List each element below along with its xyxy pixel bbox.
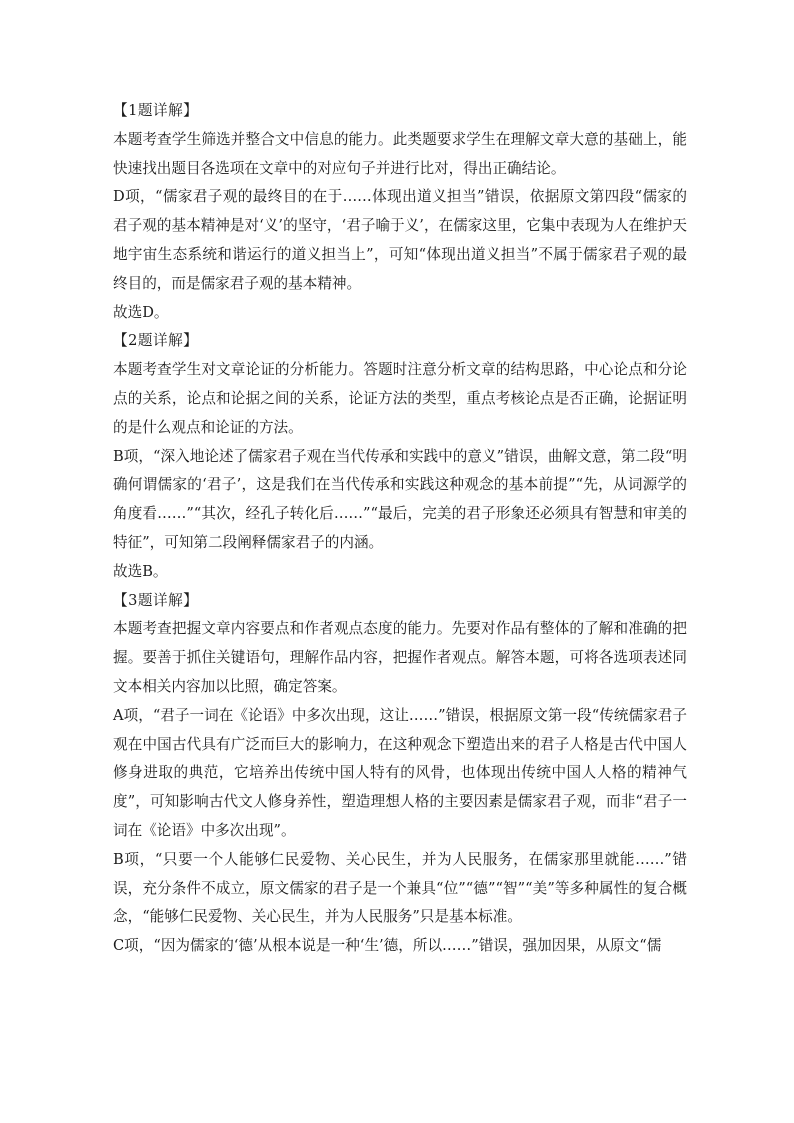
section-heading: 【3题详解】 bbox=[113, 591, 199, 609]
answer-line: 故选D。 bbox=[113, 303, 169, 321]
section-intro: 本题考查学生对文章论证的分析能力。答题时注意分析文章的结构思路，中心论点和分论点的关系，论点和论据之间的关系，论证方法的类型，重点考核论点是否正确，论据证明的是什么观点和论证的方法。 bbox=[113, 361, 687, 436]
section-intro: 本题考查把握文章内容要点和作者观点态度的能力。先要对作品有整体的了解和准确的把握。要善于抓住关键语句，理解作品内容，把握作者观点。解答本题，可将各选项表述同文本相关内容加以比照，确定答案。 bbox=[113, 620, 687, 695]
option-a-analysis: A项，“君子一词在《论语》中多次出现，这让……”错误，根据原文第一段“传统儒家君子观在中国古代具有广泛而巨大的影响力，在这种观念下塑造出来的君子人格是古代中国人修身进取的典范，它培养出传统中国人特有的风骨，也体现出传统中国人人格的精神气度”，可知影响古代文人修身养性，塑造理想人格的主要因素是儒家君子观，而非“君子一词在《论语》中多次出现”。 bbox=[113, 706, 687, 839]
section-1 bbox=[113, 97, 687, 327]
option-analysis: D项，“儒家君子观的最终目的在于……体现出道义担当”错误，依据原文第四段“儒家的君子观的基本精神是对‘义’的坚守，‘君子喻于义’，在儒家这里，它集中表现为人在维护天地宇宙生态系统和谐运行的道义担当上”，可知“体现出道义担当”不属于儒家君子观的最终目的，而是儒家君子观的基本精神。 bbox=[113, 188, 687, 292]
section-2 bbox=[113, 327, 687, 586]
answer-line: 故选B。 bbox=[113, 562, 168, 580]
option-b-analysis: B项，“只要一个人能够仁民爱物、关心民生，并为人民服务，在儒家那里就能……”错误，充分条件不成立，原文儒家的君子是一个兼具“位”“德”“智”“美”等多种属性的复合概念，“能够仁民爱物、关心民生，并为人民服务”只是基本标准。 bbox=[113, 850, 687, 926]
option-analysis: B项，“深入地论述了儒家君子观在当代传承和实践中的意义”错误，曲解文意，第二段“明确何谓儒家的‘君子’，这是我们在当代传承和实践这种观念的基本前提”“先，从词源学的角度看……”“其次，经孔子转化后……”“最后，完美的君子形象还必须具有智慧和审美的特征”，可知第二段阐释儒家君子的内涵。 bbox=[113, 447, 687, 551]
section-3 bbox=[113, 587, 687, 961]
section-heading: 【2题详解】 bbox=[113, 332, 199, 350]
section-intro: 本题考查学生筛选并整合文中信息的能力。此类题要求学生在理解文章大意的基础上，能快速找出题目各选项在文章中的对应句子并进行比对，得出正确结论。 bbox=[113, 130, 687, 177]
document-body bbox=[113, 97, 687, 961]
section-heading: 【1题详解】 bbox=[113, 102, 199, 119]
option-c-analysis: C项，“因为儒家的‘德’从根本说是一种‘生’德，所以……”错误，强加因果，从原文“儒 bbox=[113, 937, 662, 955]
